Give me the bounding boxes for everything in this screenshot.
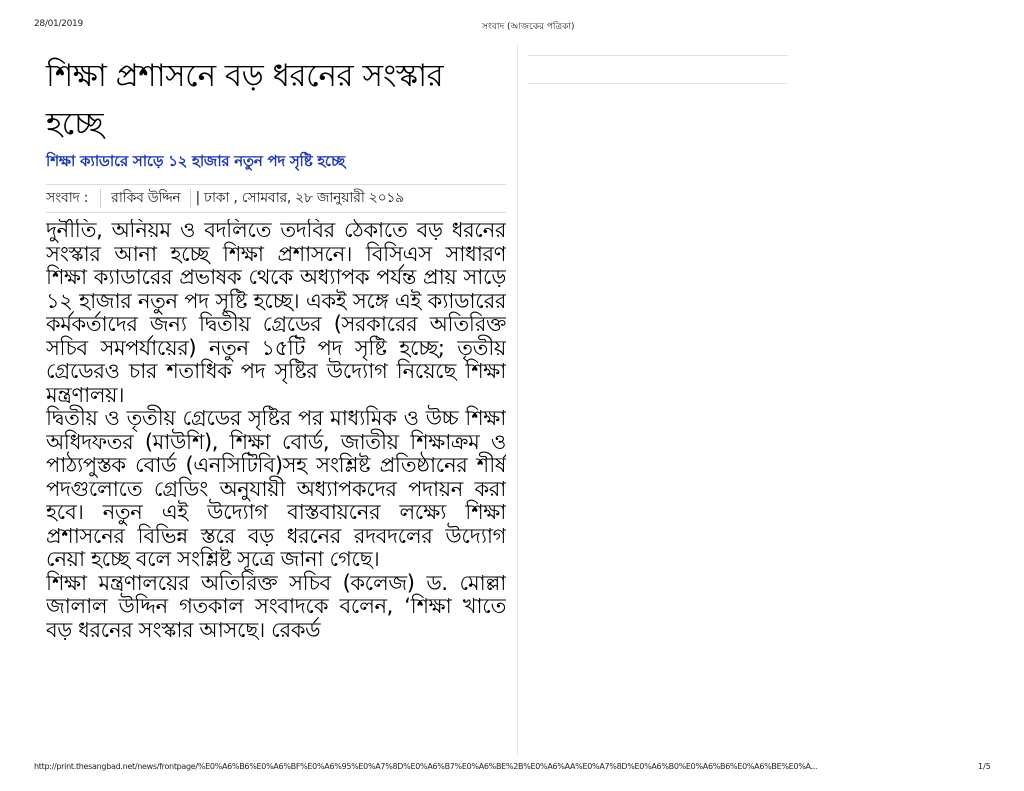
print-header-title: সংবাদ (আজকের পত্রিকা) [482,22,575,32]
sidebar-rule-bottom [528,83,788,84]
headline: শিক্ষা প্রশাসনে বড় ধরনের সংস্কার হচ্ছে [46,58,444,142]
subheadline: শিক্ষা ক্যাডারে সাড়ে ১২ হাজার নতুন পদ সৃষ্টি হচ্ছে [46,152,345,170]
byline-source: সংবাদ : [46,189,101,208]
article-body [46,219,506,724]
byline [46,184,506,213]
column-divider [517,44,518,756]
print-footer-page-number: 1/5 [978,762,991,771]
print-header-date: 28/01/2019 [34,19,83,29]
sidebar-rule-top [528,55,788,56]
byline-place-date: | ঢাকা , সোমবার, ২৮ জানুয়ারী ২০১৯ [195,190,404,206]
body-paragraph-3: শিক্ষা মন্ত্রণালয়ের অতিরিক্ত সচিব (কলেজ) ড. মোল্লা জালাল উদ্দিন গতকাল সংবাদকে বলেন, ‘শিক্ষা খাতে বড় ধরনের সংস্কার আসছে। রেকর্ড [46,570,506,642]
article [46,52,506,724]
body-paragraph-2: দ্বিতীয় ও তৃতীয় গ্রেডের সৃষ্টির পর মাধ্যমিক ও উচ্চ শিক্ষা অধিদফতর (মাউশি), শিক্ষা বোর্ড, জাতীয় শিক্ষাক্রম ও পাঠ্যপুস্তক বোর্ড (এনসিটিবি)সহ সংশ্লিষ্ট প্রতিষ্ঠানের শীর্ষ পদগুলোতে গ্রেডিং অনুযায়ী অধ্যাপকদের পদায়ন করা হবে। নতুন এই উদ্যোগ বাস্তবায়নের লক্ষ্যে শিক্ষা প্রশাসনের বিভিন্ন স্তরে বড় ধরনের রদবদলের উদ্যোগ নেয়া হচ্ছে বলে সংশ্লিষ্ট সূত্রে জানা গেছে। [46,406,506,571]
body-paragraph-1: দুর্নীতি, অনিয়ম ও বদলিতে তদবির ঠেকাতে বড় ধরনের সংস্কার আনা হচ্ছে শিক্ষা প্রশাসনে। বিসিএস সাধারণ শিক্ষা ক্যাডারের প্রভাষক থেকে অধ্যাপক পর্যন্ত প্রায় সাড়ে ১২ হাজার নতুন পদ সৃষ্টি হচ্ছে। একই সঙ্গে এই ক্যাডারের কর্মকর্তাদের জন্য দ্বিতীয় গ্রেডের (সরকারের অতিরিক্ত সচিব সমপর্যায়ের) নতুন ১৫টি পদ সৃষ্টি হচ্ছে; তৃতীয় গ্রেডেরও চার শতাধিক পদ সৃষ্টির উদ্যোগ নিয়েছে শিক্ষা মন্ত্রণালয়। [46,219,506,407]
byline-author: রাকিব উদ্দিন [101,189,191,208]
print-footer-url: http://print.thesangbad.net/news/frontpage/%E0%A6%B6%E0%A6%BF%E0%A6%95%E0%A7%8D%E0%A6%B7%E0%A6%BE%2B%E0%A6%AA%E0%A7%8D%E0%A6%B0%E0%A6%B6%E0%A6%BE%E0%A... [34,762,818,771]
